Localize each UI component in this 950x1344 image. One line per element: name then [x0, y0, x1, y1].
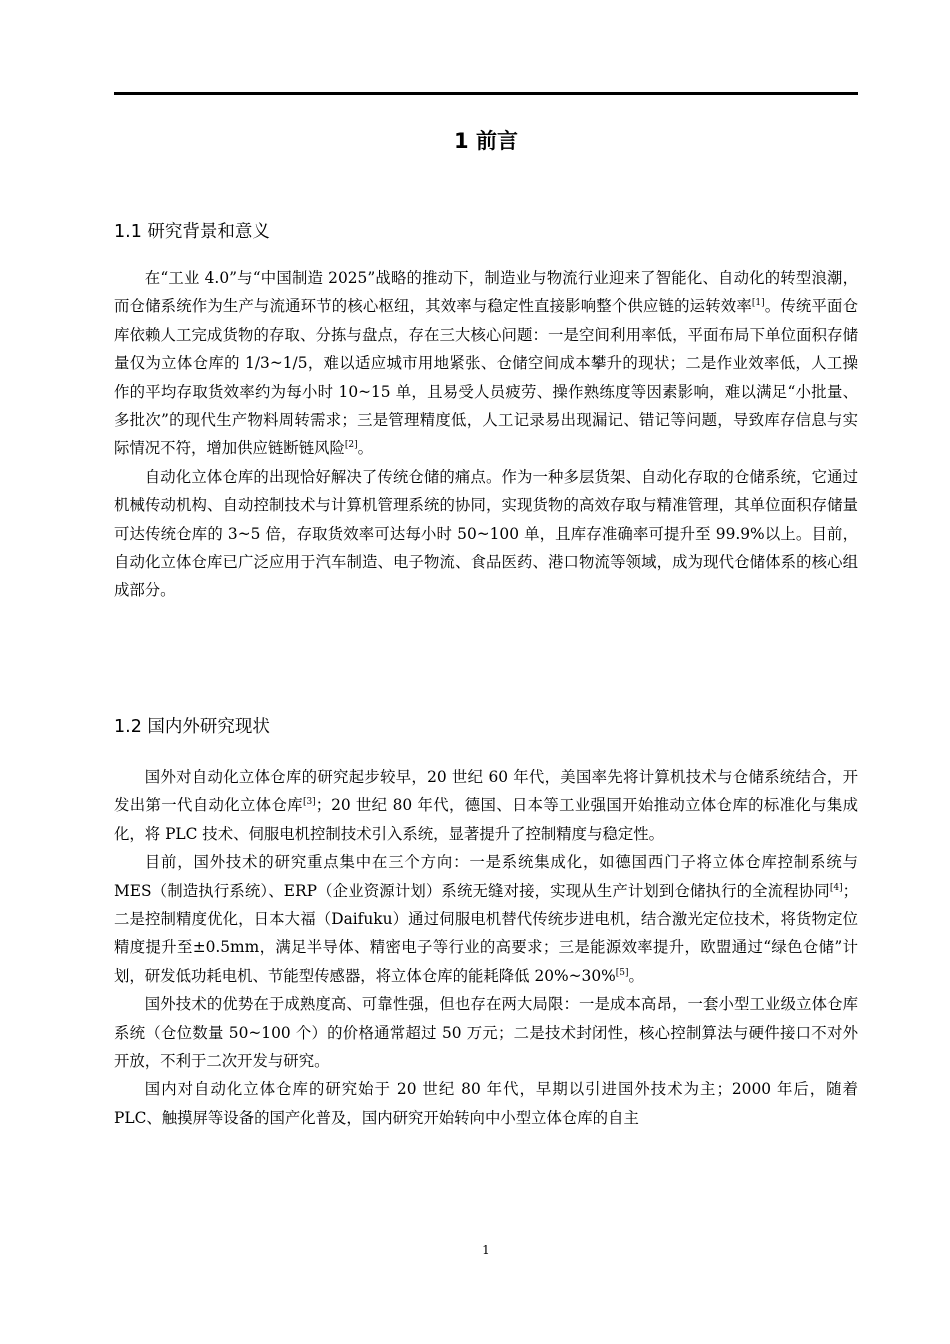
header-rule — [114, 92, 858, 95]
section-heading-background: 1.1 研究背景和意义 — [114, 222, 270, 242]
citation-ref: [4] — [829, 882, 843, 893]
chapter-title: 1 前言 — [454, 129, 518, 153]
citation-ref: [1] — [751, 298, 765, 309]
section-heading-research-status: 1.2 国内外研究现状 — [114, 717, 270, 737]
paragraph: 国外对自动化立体仓库的研究起步较早，20 世纪 60 年代，美国率先将计算机技术与仓储系统结合，开发出第一代自动化立体仓库[3]；20 世纪 80 年代，德国、日本等工业强国开始推动立体仓库的标准化与集成化，将 PLC 技术、伺服电机控制技术引入系统，显著提升了控制精度与稳定性。 — [114, 768, 858, 843]
paragraph: 国内对自动化立体仓库的研究始于 20 世纪 80 年代，早期以引进国外技术为主；2000 年后，随着 PLC、触摸屏等设备的国产化普及，国内研究开始转向中小型立体仓库的自主 — [114, 1080, 858, 1127]
section-body-research-status — [114, 763, 858, 1132]
citation-ref: [2] — [344, 440, 358, 451]
citation-ref: [3] — [302, 797, 316, 808]
paragraph: 在“工业 4.0”与“中国制造 2025”战略的推动下，制造业与物流行业迎来了智能化、自动化的转型浪潮，而仓储系统作为生产与流通环节的核心枢纽，其效率与稳定性直接影响整个供应链的运转效率[1]。传统平面仓库依赖人工完成货物的存取、分拣与盘点，存在三大核心问题：一是空间利用率低，平面布局下单位面积存储量仅为立体仓库的 1/3~1/5，难以适应城市用地紧张、仓储空间成本攀升的现状；二是作业效率低，人工操作的平均存取货效率约为每小时 10~15 单，且易受人员疲劳、操作熟练度等因素影响，难以满足“小批量、多批次”的现代生产物料周转需求；三是管理精度低，人工记录易出现漏记、错记等问题，导致库存信息与实际情况不符，增加供应链断链风险[2]。 — [114, 269, 858, 458]
citation-ref: [5] — [615, 967, 629, 978]
paragraph: 国外技术的优势在于成熟度高、可靠性强，但也存在两大局限：一是成本高昂，一套小型工业级立体仓库系统（仓位数量 50~100 个）的价格通常超过 50 万元；二是技术封闭性，核心控制算法与硬件接口不对外开放，不利于二次开发与研究。 — [114, 995, 858, 1071]
page-number: 1 — [482, 1243, 490, 1257]
paragraph: 目前，国外技术的研究重点集中在三个方向：一是系统集成化，如德国西门子将立体仓库控制系统与 MES（制造执行系统）、ERP（企业资源计划）系统无缝对接，实现从生产计划到仓储执行的全流程协同[4]；二是控制精度优化，日本大福（Daifuku）通过伺服电机替代传统步进电机，结合激光定位技术，将货物定位精度提升至±0.5mm，满足半导体、精密电子等行业的高要求；三是能源效率提升，欧盟通过“绿色仓储”计划，研发低功耗电机、节能型传感器，将立体仓库的能耗降低 20%~30%[5]。 — [114, 853, 858, 985]
paragraph: 自动化立体仓库的出现恰好解决了传统仓储的痛点。作为一种多层货架、自动化存取的仓储系统，它通过机械传动机构、自动控制技术与计算机管理系统的协同，实现货物的高效存取与精准管理，其单位面积存储量可达传统仓库的 3~5 倍，存取货效率可达每小时 50~100 单，且库存准确率可提升至 99.9%以上。目前，自动化立体仓库已广泛应用于汽车制造、电子物流、食品医药、港口物流等领域，成为现代仓储体系的核心组成部分。 — [114, 467, 858, 600]
section-body-background — [114, 264, 858, 605]
